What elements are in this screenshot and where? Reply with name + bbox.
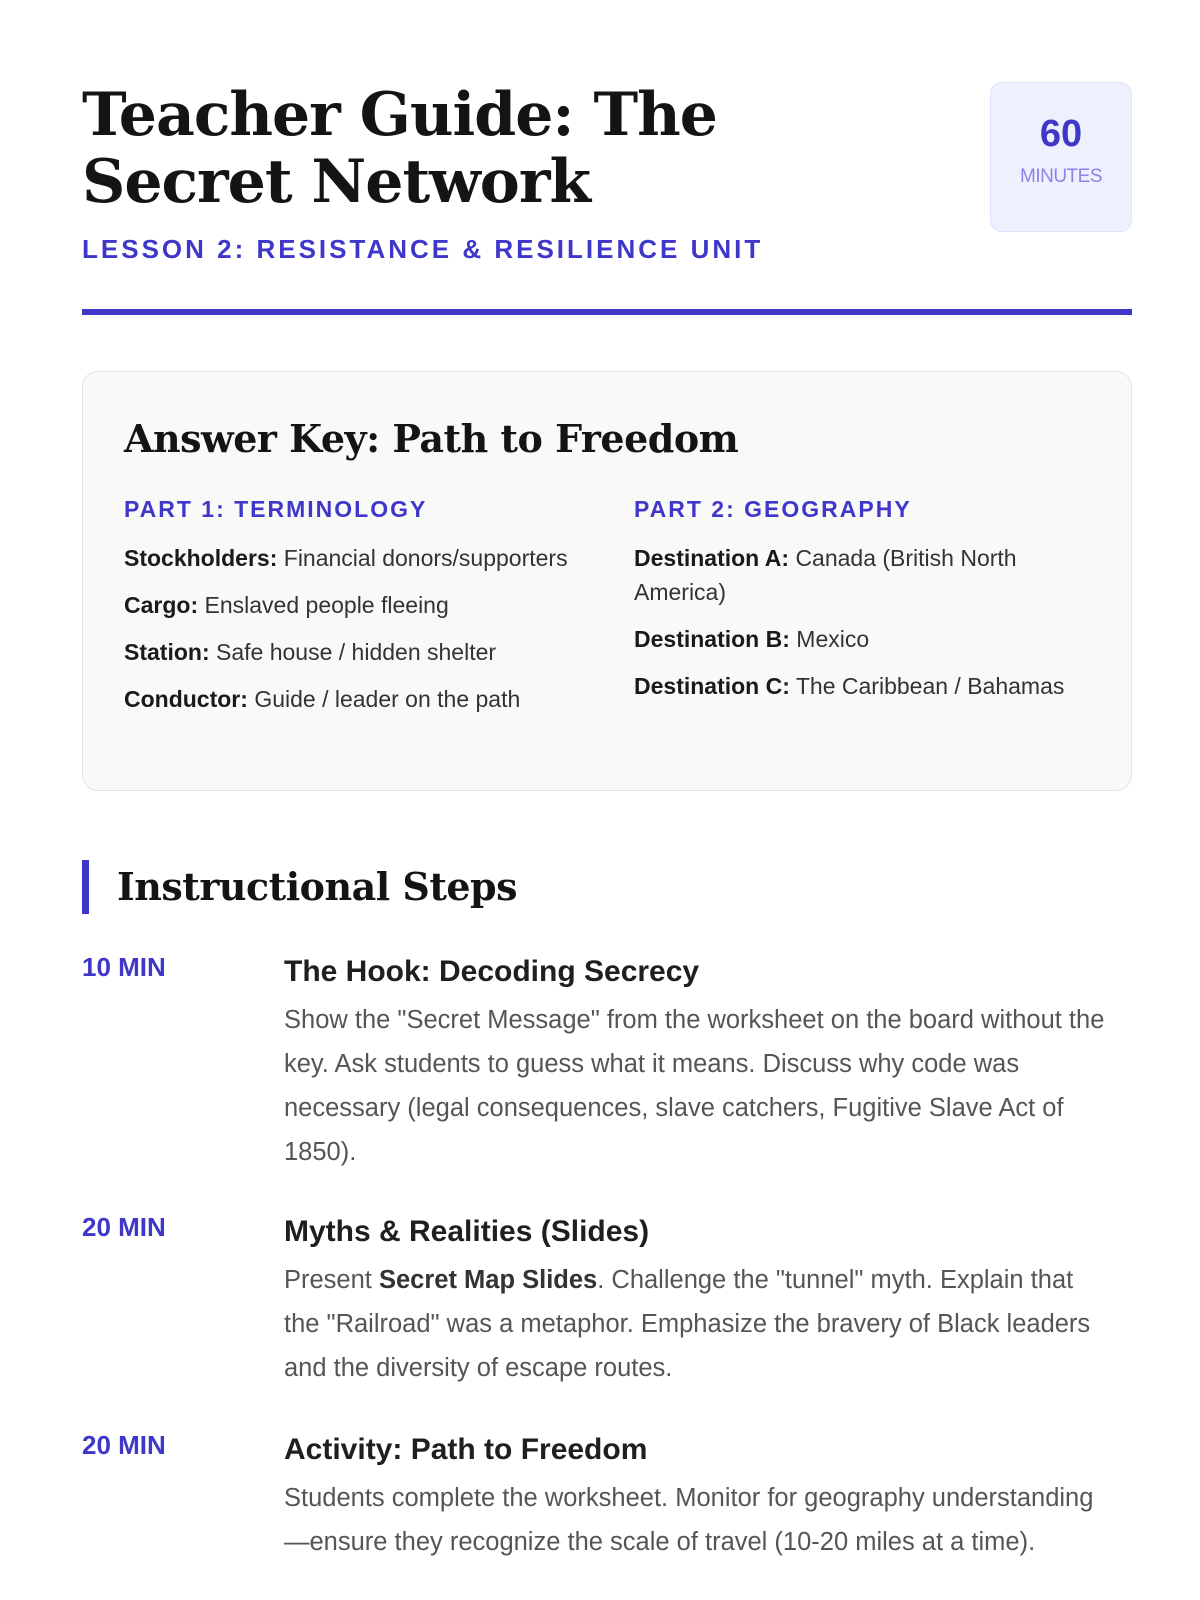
key-value: Guide / leader on the path bbox=[254, 686, 521, 712]
step-title: The Hook: Decoding Secrecy bbox=[284, 955, 700, 988]
step-body bbox=[284, 952, 1114, 1174]
page-header bbox=[82, 0, 1132, 315]
answer-key-card bbox=[82, 371, 1132, 791]
key-value: Enslaved people fleeing bbox=[204, 592, 449, 618]
key-term: Destination B: bbox=[634, 626, 790, 652]
teacher-guide-page bbox=[82, 0, 1132, 1556]
lesson-subtitle: LESSON 2: RESISTANCE & RESILIENCE UNIT bbox=[82, 234, 764, 264]
key-term: Station: bbox=[124, 639, 210, 665]
duration-unit: MINUTES bbox=[1020, 166, 1102, 187]
terminology-heading: PART 1: TERMINOLOGY bbox=[124, 496, 428, 522]
key-item bbox=[124, 588, 574, 622]
geography-column bbox=[634, 496, 1084, 716]
step-description: Show the "Secret Message" from the worksheet on the board without the key. Ask students to guess what it means. Discuss why code was necessary (legal consequences, slave catchers, Fugitive Slave Act of 1850). bbox=[284, 1006, 1105, 1166]
key-value: Canada (British North America) bbox=[634, 545, 1017, 605]
step-body bbox=[284, 1212, 1114, 1390]
duration-badge bbox=[990, 82, 1132, 232]
key-item bbox=[634, 622, 1084, 656]
step-description: Students complete the worksheet. Monitor for geography understanding—ensure they recognize the scale of travel (10-20 miles at a time). bbox=[284, 1484, 1094, 1556]
step-time: 10 MIN bbox=[82, 952, 166, 982]
key-item bbox=[634, 669, 1084, 703]
geography-heading: PART 2: GEOGRAPHY bbox=[634, 496, 912, 522]
step-time: 20 MIN bbox=[82, 1430, 166, 1460]
duration-value: 60 bbox=[1039, 113, 1083, 155]
step-text-part: Present bbox=[284, 1266, 379, 1294]
step-title: Myths & Realities (Slides) bbox=[284, 1215, 650, 1248]
key-item bbox=[124, 682, 574, 716]
key-term: Stockholders: bbox=[124, 545, 278, 571]
key-value: Financial donors/supporters bbox=[283, 545, 568, 571]
instructional-steps-heading: Instructional Steps bbox=[82, 860, 517, 914]
key-term: Conductor: bbox=[124, 686, 248, 712]
key-value: Safe house / hidden shelter bbox=[216, 639, 497, 665]
step-body bbox=[284, 1430, 1114, 1564]
key-item bbox=[634, 541, 1084, 609]
key-value: Mexico bbox=[796, 626, 870, 652]
header-divider bbox=[82, 309, 1132, 315]
step-title: Activity: Path to Freedom bbox=[284, 1433, 648, 1466]
step-text-part: . Challenge the "tunnel" myth. Explain that the "Railroad" was a metaphor. Emphasize the bravery of Black leaders and the diversity of escape routes. bbox=[284, 1266, 1091, 1382]
terminology-column bbox=[124, 496, 574, 729]
page-title: Teacher Guide: The Secret Network bbox=[82, 80, 717, 217]
step-text-emphasis: Secret Map Slides bbox=[378, 1266, 598, 1294]
key-value: The Caribbean / Bahamas bbox=[795, 673, 1065, 699]
key-item bbox=[124, 635, 574, 669]
key-term: Cargo: bbox=[124, 592, 199, 618]
answer-key-title: Answer Key: Path to Freedom bbox=[124, 416, 739, 461]
step-time: 20 MIN bbox=[82, 1212, 166, 1242]
key-item bbox=[124, 541, 574, 575]
step-description bbox=[284, 1258, 1114, 1390]
key-term: Destination A: bbox=[634, 545, 790, 571]
key-term: Destination C: bbox=[634, 673, 790, 699]
